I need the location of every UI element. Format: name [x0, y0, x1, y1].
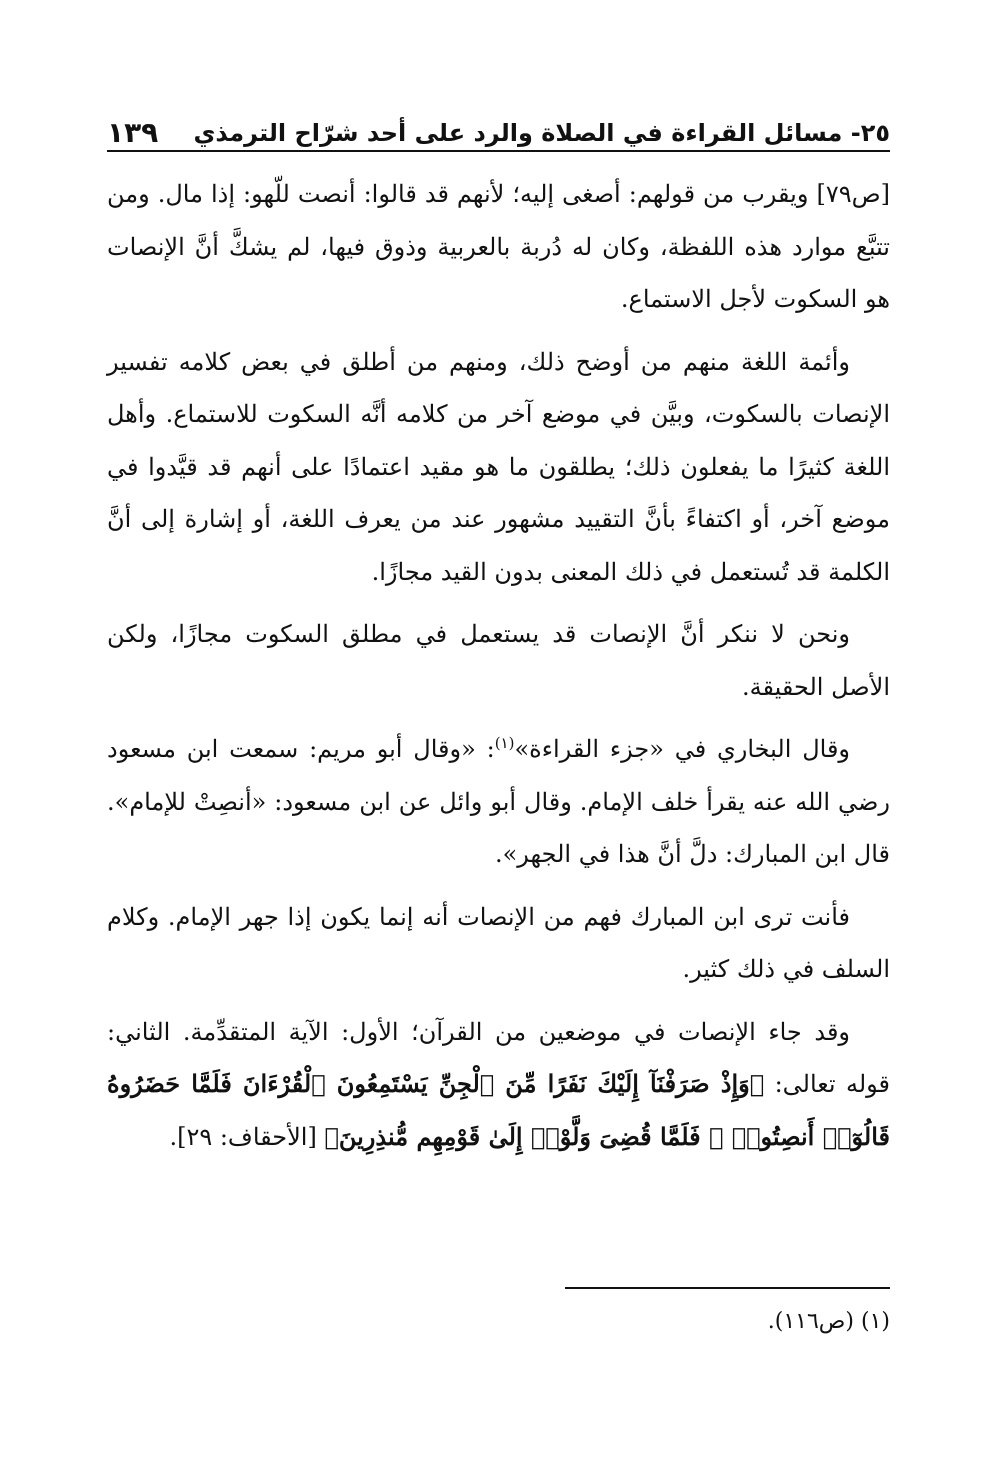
footnote-reference: (١) [494, 734, 515, 752]
paragraph-5: فأنت ترى ابن المبارك فهم من الإنصات أنه إنما يكون إذا جهر الإمام. وكلام السلف في ذلك كثير. [107, 902, 890, 983]
footnote-marker: (١) [860, 1309, 890, 1334]
verse-citation: [الأحقاف: ٢٩]. [169, 1122, 325, 1151]
body-text [107, 168, 890, 1173]
footnote [107, 1302, 890, 1342]
running-title: ٢٥- مسائل القراءة في الصلاة والرد على أحد شرّاح الترمذي [193, 119, 890, 147]
paragraph-4-lead: وقال البخاري في «جزء القراءة» [514, 735, 851, 763]
paragraph-4-rest: : «وقال أبو مريم: سمعت ابن مسعود رضي الله عنه يقرأ خلف الإمام. وقال أبو وائل عن ابن مسعود: «أنصِتْ للإمام». قال ابن المبارك: دلَّ أنَّ هذا في الجهر». [107, 735, 891, 868]
header-rule [107, 150, 890, 152]
footnote-text: (ص١١٦). [767, 1309, 854, 1334]
quran-verse: ﴿وَإِذْ صَرَفْنَآ إِلَيْكَ نَفَرًا مِّنَ ٱلْجِنِّ يَسْتَمِعُونَ ٱلْقُرْءَانَ فَلَمَّا حَضَرُوهُ قَالُوٓا۟ أَنصِتُوا۟ ۖ فَلَمَّا قُضِىَ وَلَّوْا۟ إِلَىٰ قَوْمِهِم مُّنذِرِينَ﴾ [107, 1069, 890, 1151]
page-number: ١٣٩ [107, 116, 159, 149]
paragraph-2: وأئمة اللغة منهم من أوضح ذلك، ومنهم من أطلق في بعض كلامه تفسير الإنصات بالسكوت، وبيَّن في موضع آخر من كلامه أنَّه السكوت للاستماع. وأهل اللغة كثيرًا ما يفعلون ذلك؛ يطلقون ما هو مقيد اعتمادًا على أنهم قد قيَّدوا في موضع آخر، أو اكتفاءً بأنَّ التقييد مشهور عند من يعرف اللغة، أو إشارة إلى أنَّ الكلمة قد تُستعمل في ذلك المعنى بدون القيد مجازًا. [107, 347, 890, 586]
footnote-rule [565, 1287, 890, 1289]
paragraph-3: ونحن لا ننكر أنَّ الإنصات قد يستعمل في مطلق السكوت مجازًا، ولكن الأصل الحقيقة. [107, 620, 890, 701]
page-header [107, 108, 890, 148]
paragraph-1: [ص٧٩] ويقرب من قولهم: أصغى إليه؛ لأنهم قد قالوا: أنصت للّهو: إذا مال. ومن تتبَّع موارد هذه اللفظة، وكان له دُربة بالعربية وذوق فيها، لم يشكَّ أنَّ الإنصات هو السكوت لأجل الاستماع. [107, 180, 890, 313]
paragraph-6 [107, 1006, 890, 1164]
paragraph-6-lead: وقد جاء الإنصات في موضعين من القرآن؛ الأول: الآية المتقدِّمة. الثاني: قوله تعالى: [107, 1017, 890, 1098]
paragraph-4 [107, 723, 890, 881]
